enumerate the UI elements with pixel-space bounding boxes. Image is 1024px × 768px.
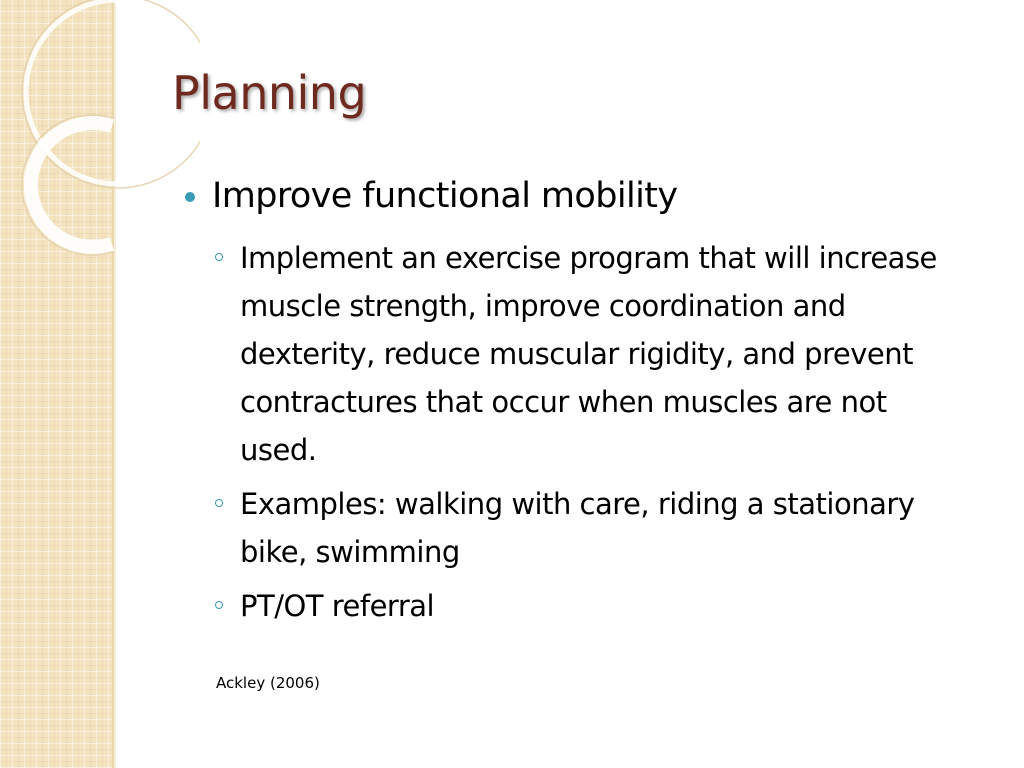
- bullet-dot-icon: [185, 192, 195, 202]
- slide-body: [180, 172, 980, 636]
- sub-bullet-text: Implement an exercise program that will increase muscle strength, improve coordination and dexterity, reduce muscular rigidity, and prevent contractures that occur when muscles are not used.: [240, 241, 937, 467]
- ring-bullet-icon: [215, 601, 223, 609]
- sub-bullet-item: [215, 582, 955, 630]
- decorative-rings: [0, 0, 200, 260]
- sub-bullet-list: [215, 234, 980, 630]
- sub-bullet-item: [215, 480, 955, 576]
- bullet-item: [180, 172, 980, 220]
- sub-bullet-item: [215, 234, 955, 474]
- ring-bullet-icon: [215, 253, 223, 261]
- bullet-text: Improve functional mobility: [212, 176, 678, 216]
- sub-bullet-text: Examples: walking with care, riding a stationary bike, swimming: [240, 487, 915, 569]
- ring-bullet-icon: [215, 499, 223, 507]
- citation: Ackley (2006): [216, 674, 320, 692]
- sub-bullet-text: PT/OT referral: [240, 589, 435, 623]
- slide-title: Planning: [172, 66, 367, 120]
